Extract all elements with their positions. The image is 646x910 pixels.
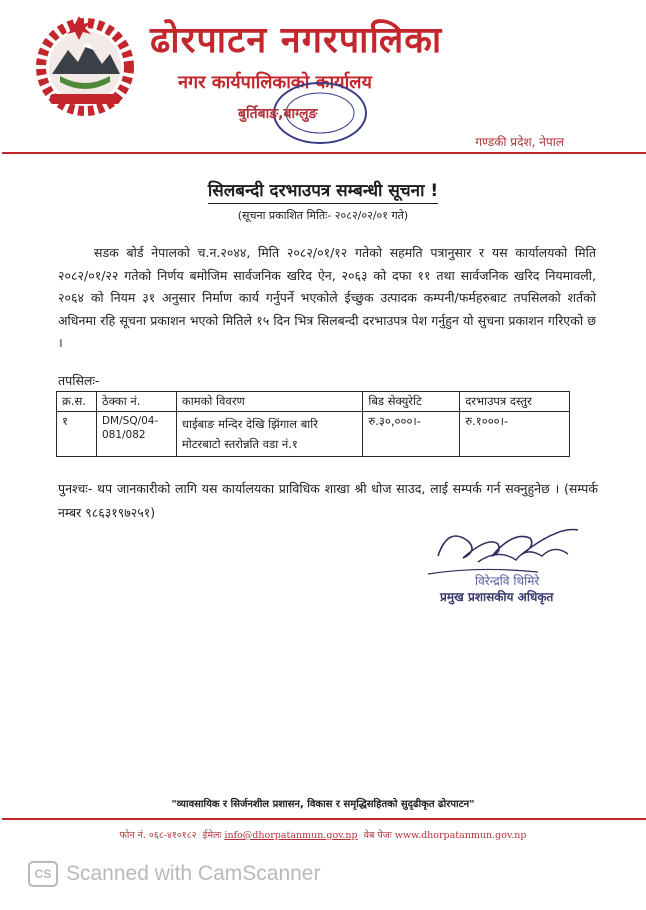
notice-published-date: (सूचना प्रकाशित मितिः- २०८२/०२/०१ गते)	[237, 209, 409, 222]
column-header-bid-fee: दरभाउपत्र दस्तुर	[460, 392, 570, 412]
table-header-row	[57, 392, 570, 412]
cell-contract-no: DM/SQ/04-081/082	[96, 412, 176, 457]
signatory-name: विरेन्द्रवि थिमिरे	[475, 574, 540, 588]
office-stamp-text: बुर्तिबाङ,बाग्लुङ	[238, 106, 318, 122]
footer-phone: फोन नं. ०६८-४१०१८२	[119, 830, 197, 841]
notice-title	[0, 178, 646, 201]
tender-table	[56, 391, 570, 457]
municipality-name: ढोरपाटन नगरपालिका	[150, 19, 443, 61]
footer-email-link[interactable]: info@dhorpatanmun.gov.np	[224, 830, 358, 841]
notice-title-text: सिलबन्दी दरभाउपत्र सम्बन्धी सूचना !	[208, 181, 438, 204]
cell-sn: १	[57, 412, 97, 457]
further-info: पुनश्चः- थप जानकारीको लागि यस कार्यालयका प्राविधिक शाखा श्री धोज साउद, लाई सम्पर्क गर्न सक्नुहुनेछ । (सम्पर्क नम्बर ९८६३१९७२५१)	[58, 481, 598, 520]
notice-body: सडक बोर्ड नेपालको च.न.२०४४, मिति २०८२/०१/१२ गतेको सहमति पत्रानुसार र यस कार्यालयको मिति २०८२/०१/२२ गतेको निर्णय बमोजिम सार्वजनिक खरिद ऐन, २०६३ को दफा ११ तथा सार्वजनिक खरिद नियमावली, २०६४ को नियम ३१ अनुसार निर्माण कार्य गर्नुपर्ने भएकोले ईच्छुक उत्पादक कम्पनी/फर्महरुबाट तपसिलको शर्तको अधिनमा रहि सूचना प्रकाशन भएको मितिले १५ दिन भित्र सिलबन्दी दरभाउपत्र पेश गर्नुहुन यो सुचना प्रकाशन गरिएको छ ।	[58, 245, 596, 350]
column-header-bid-security: बिड सेक्युरेटि	[363, 392, 460, 412]
footer-web-link[interactable]: www.dhorpatanmun.gov.np	[394, 830, 527, 841]
camscanner-watermark-text: Scanned with CamScanner	[66, 862, 321, 885]
signatory-position: प्रमुख प्रशासकीय अधिकृत	[440, 590, 554, 604]
nepal-emblem-icon	[30, 12, 140, 122]
camscanner-watermark	[28, 860, 320, 888]
details-label: तपसिलः-	[58, 373, 100, 388]
cell-bid-fee: रु.१०००।-	[460, 412, 570, 457]
footer-divider	[2, 818, 646, 820]
footer-web-label: वेब पेजः	[363, 830, 392, 841]
footer-slogan: "व्यावसायिक र सिर्जनशील प्रशासन, विकास र समृद्धिसहितको सुदृढीकृत ढोरपाटन"	[171, 799, 475, 810]
province-label: गण्डकी प्रदेश, नेपाल	[475, 135, 564, 149]
column-header-work-description: कामको विवरण	[176, 392, 362, 412]
column-header-contract-no: ठेक्का नं.	[96, 392, 176, 412]
footer-contact	[0, 828, 646, 841]
header-divider	[2, 152, 646, 154]
cell-bid-security: रु.३०,०००।-	[363, 412, 460, 457]
footer-email-label: ईमेलः	[202, 830, 222, 841]
column-header-sn: क्र.स.	[57, 392, 97, 412]
office-name: नगर कार्यपालिकाको कार्यालय	[178, 72, 372, 93]
camscanner-logo-icon: CS	[28, 861, 58, 887]
table-row	[57, 412, 570, 457]
cell-work-description: धाईबाङ मन्दिर देखि झिंगाल बारि मोटरबाटो स्तरोन्नति वडा नं.१	[176, 412, 362, 457]
